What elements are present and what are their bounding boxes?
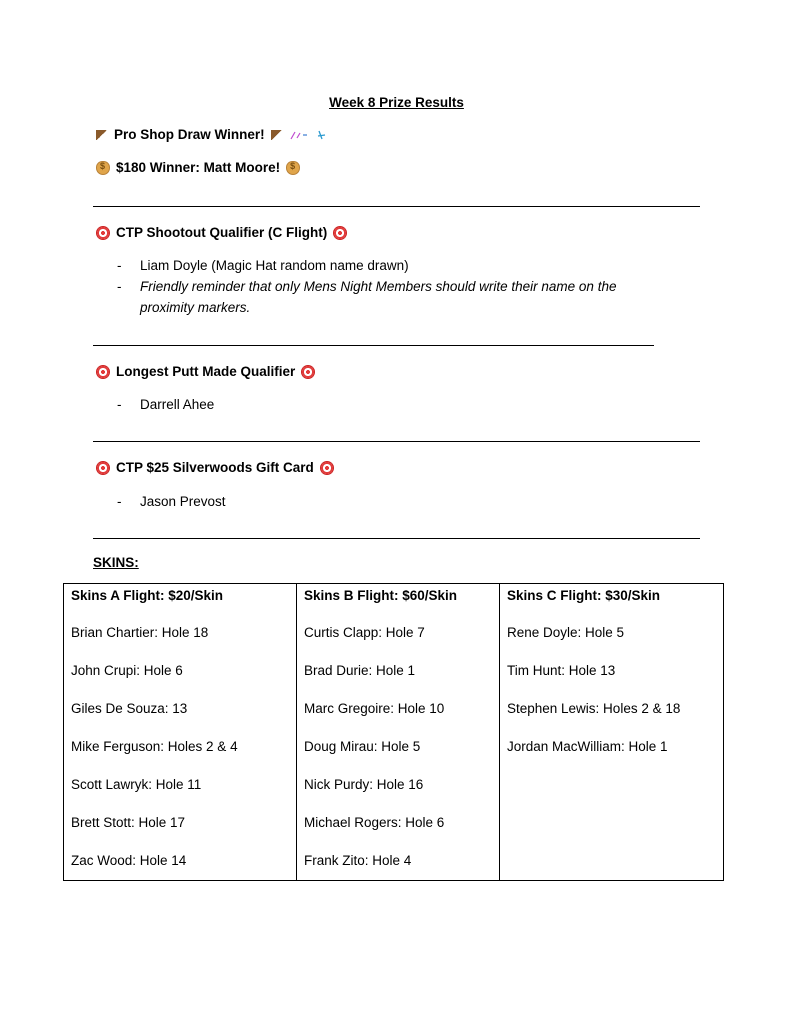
list-item-text: Friendly reminder that only Mens Night Members should write their name on the proximity markers. — [140, 279, 617, 315]
table-cell: Giles De Souza: 13 — [71, 701, 188, 716]
table-cell: Jordan MacWilliam: Hole 1 — [507, 739, 668, 754]
target-icon — [96, 226, 110, 240]
divider — [93, 538, 700, 539]
skins-table — [63, 583, 724, 881]
table-cell: Rene Doyle: Hole 5 — [507, 625, 625, 640]
list-dash: - — [117, 494, 122, 509]
table-cell: John Crupi: Hole 6 — [71, 663, 183, 678]
target-icon — [333, 226, 347, 240]
party-horn-icon — [96, 130, 108, 140]
skins-column-b — [297, 584, 500, 881]
section-heading-text: Longest Putt Made Qualifier — [116, 364, 296, 379]
list-item — [117, 394, 657, 415]
pro-shop-text: Pro Shop Draw Winner! — [114, 127, 265, 142]
party-horn-icon — [271, 130, 283, 140]
table-cell: Michael Rogers: Hole 6 — [304, 815, 445, 830]
table-cell: Zac Wood: Hole 14 — [71, 853, 187, 868]
confetti-icon — [289, 129, 329, 141]
list-item-text: Liam Doyle (Magic Hat random name drawn) — [140, 258, 409, 273]
table-cell: Scott Lawryk: Hole 11 — [71, 777, 202, 792]
pro-shop-line — [96, 127, 329, 142]
list-item-text: Darrell Ahee — [140, 397, 215, 412]
list-item — [117, 491, 657, 512]
list-item-text: Jason Prevost — [140, 494, 226, 509]
table-cell: Marc Gregoire: Hole 10 — [304, 701, 445, 716]
cash-winner-text: $180 Winner: Matt Moore! — [116, 160, 281, 175]
money-bag-icon — [96, 161, 110, 175]
target-icon — [96, 461, 110, 475]
skins-column-a — [64, 584, 297, 881]
target-icon — [320, 461, 334, 475]
section-list — [117, 394, 657, 415]
divider — [93, 441, 700, 442]
divider — [93, 206, 700, 207]
column-header: Skins A Flight: $20/Skin — [71, 588, 224, 603]
table-cell: Brad Durie: Hole 1 — [304, 663, 416, 678]
target-icon — [96, 365, 110, 379]
column-header: Skins B Flight: $60/Skin — [304, 588, 458, 603]
section-heading-ctp-shootout — [96, 225, 347, 240]
section-heading-text: CTP $25 Silverwoods Gift Card — [116, 460, 314, 475]
cash-winner-line — [96, 160, 300, 175]
skins-column-c — [500, 584, 724, 881]
table-cell: Brian Chartier: Hole 18 — [71, 625, 209, 640]
list-dash: - — [117, 279, 122, 294]
list-item — [117, 255, 657, 276]
section-list — [117, 255, 657, 318]
list-dash: - — [117, 397, 122, 412]
section-list — [117, 491, 657, 512]
table-cell: Curtis Clapp: Hole 7 — [304, 625, 425, 640]
table-cell: Stephen Lewis: Holes 2 & 18 — [507, 701, 681, 716]
divider — [93, 345, 654, 346]
skins-label: SKINS: — [93, 555, 139, 570]
list-item — [117, 276, 657, 318]
column-header: Skins C Flight: $30/Skin — [507, 588, 661, 603]
table-cell: Doug Mirau: Hole 5 — [304, 739, 421, 754]
target-icon — [301, 365, 315, 379]
list-dash: - — [117, 258, 122, 273]
table-cell: Tim Hunt: Hole 13 — [507, 663, 616, 678]
section-heading-longest-putt — [96, 364, 315, 379]
money-bag-icon — [286, 161, 300, 175]
page-title: Week 8 Prize Results — [329, 95, 464, 110]
section-heading-gift-card — [96, 460, 334, 475]
table-cell: Mike Ferguson: Holes 2 & 4 — [71, 739, 238, 754]
table-cell: Nick Purdy: Hole 16 — [304, 777, 424, 792]
table-cell: Frank Zito: Hole 4 — [304, 853, 412, 868]
section-heading-text: CTP Shootout Qualifier (C Flight) — [116, 225, 328, 240]
table-cell: Brett Stott: Hole 17 — [71, 815, 186, 830]
